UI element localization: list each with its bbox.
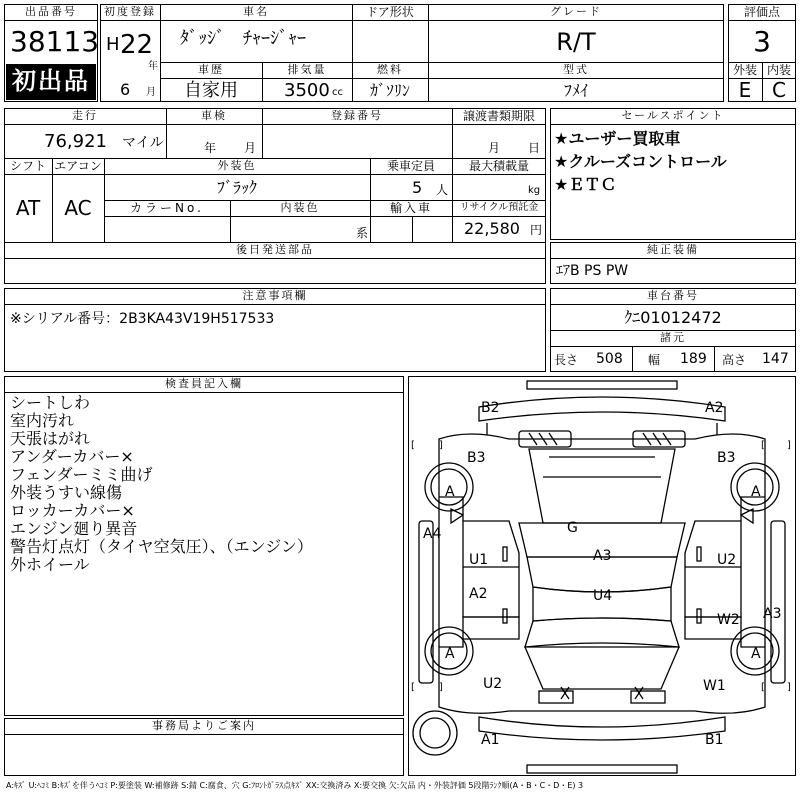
reg-month: 6 — [120, 80, 131, 99]
grade-value: R/T — [556, 28, 596, 56]
notes-label: 注意事項欄 — [242, 289, 308, 302]
fuel-value: ｶﾞｿﾘﾝ — [369, 81, 410, 100]
lot-number: 38113 — [10, 25, 100, 58]
sales-point-3: ★ＥＴＣ — [554, 175, 617, 194]
inspection-month-unit: 月 — [244, 141, 257, 155]
inspection-year-unit: 年 — [204, 141, 217, 155]
sales-point-1: ★ユーザー買取車 — [554, 129, 681, 148]
inspector-label: 検査員記入欄 — [165, 377, 243, 390]
inspector-line-7: ロッカーカバー× — [10, 501, 135, 520]
ext-color-value: ﾌﾞﾗｯｸ — [216, 178, 257, 197]
displacement-value: 3500 — [284, 80, 330, 101]
capacity-label: 乗車定員 — [386, 159, 435, 173]
transfer-day-unit: 日 — [528, 141, 541, 155]
car-name-label: 車名 — [243, 5, 269, 18]
transfer-label: 譲渡書類期限 — [462, 109, 535, 123]
month-unit: 月 — [146, 87, 156, 98]
transfer-month-unit: 月 — [488, 141, 501, 155]
displacement-label: 排気量 — [287, 63, 327, 76]
load-label: 最大積載量 — [468, 159, 529, 173]
office-label: 事務局よりご案内 — [152, 719, 256, 732]
interior-label: 内装 — [766, 63, 791, 77]
inspector-line-4: アンダーカバー× — [10, 447, 134, 466]
car-name: ﾀﾞｯｼﾞ ﾁｬｰｼﾞｬｰ — [180, 28, 306, 49]
bracket-left-rear-l: [ — [411, 682, 415, 693]
int-color-unit: 系 — [356, 226, 369, 240]
inspector-line-3: 天張はがれ — [10, 429, 91, 448]
bracket-left-front-l: [ — [411, 440, 415, 451]
bracket-right-rear-l: [ — [761, 682, 765, 693]
bracket-right-front-r: ] — [787, 440, 791, 451]
mark-w2: W2 — [717, 612, 740, 628]
first-reg-label: 初度登録 — [104, 5, 156, 18]
color-no-label: カラーNo. — [130, 201, 204, 215]
shift-value: AT — [15, 196, 41, 220]
inspection-label: 車検 — [201, 109, 227, 122]
shift-label: シフト — [9, 159, 46, 173]
inspector-line-1: シートしわ — [10, 393, 91, 412]
mark-b2: B2 — [481, 400, 500, 416]
mark-a-rear-left: A — [445, 646, 455, 662]
score-label: 評価点 — [743, 5, 780, 19]
mark-u1: U1 — [469, 552, 489, 568]
mileage-unit: マイル — [122, 135, 164, 151]
reg-number-label: 登録番号 — [331, 109, 383, 122]
dims-label: 諸元 — [660, 331, 686, 344]
ext-color-label: 外装色 — [217, 159, 257, 172]
bracket-right-rear-r: ] — [787, 682, 791, 693]
mark-g: G — [567, 520, 578, 536]
chassis-value: ｸﾆ01012472 — [624, 308, 722, 327]
width-value: 189 — [680, 351, 707, 367]
capacity-unit: 人 — [436, 183, 449, 197]
mark-a-front-right: A — [751, 484, 761, 500]
inspector-line-8: エンジン廻り異音 — [10, 519, 138, 538]
equipment-label: 純正装備 — [647, 243, 699, 256]
mileage-label: 走行 — [72, 109, 98, 122]
year-unit: 年 — [148, 61, 158, 72]
inspector-line-2: 室内汚れ — [10, 411, 75, 430]
height-value: 147 — [762, 351, 789, 367]
mark-a2-top: A2 — [705, 400, 724, 416]
mark-a-front-left: A — [445, 484, 455, 500]
model-value: ﾌﾒｲ — [563, 81, 588, 100]
bracket-right-front-l: [ — [761, 440, 765, 451]
interior-score: C — [772, 78, 786, 102]
notes-value: ※シリアル番号：2B3KA43V19H517533 — [10, 311, 275, 327]
fuel-label: 燃料 — [377, 63, 403, 76]
ac-label: エアコン — [54, 159, 102, 173]
equipment-value: ｴｱB PS PW — [556, 263, 629, 279]
legend: A:ｷｽﾞ U:ﾍｺﾐ B:ｷｽﾞを伴うﾍｺﾐ P:要塗装 W:補修跡 S:錆 C:腐食、穴 G:ﾌﾛﾝﾄｶﾞﾗｽ点ｷｽﾞ XX:交換済み X:要交換 欠:欠品 内・外装評価 5段階ﾗﾝｸ順(A・B・C・D・E) 3 — [6, 781, 584, 790]
mark-a-rear-right: A — [751, 646, 761, 662]
car-outline — [409, 377, 795, 775]
bracket-left-rear-r: ] — [439, 682, 443, 693]
height-label: 高さ — [722, 353, 747, 367]
ac-value: AC — [64, 196, 92, 220]
int-color-label: 内装色 — [280, 201, 320, 214]
mark-b3-right: B3 — [717, 450, 736, 466]
mark-u2-right: U2 — [717, 552, 737, 568]
load-unit: kg — [528, 185, 541, 196]
mark-b3-left: B3 — [467, 450, 486, 466]
mark-a2-left: A2 — [469, 586, 488, 602]
reg-year: 22 — [120, 30, 154, 60]
history-label: 車歴 — [198, 63, 224, 76]
mark-u2-left: U2 — [483, 676, 503, 692]
length-label: 長さ — [554, 353, 579, 367]
mileage-value: 76,921 — [44, 131, 107, 152]
score-value: 3 — [753, 25, 771, 58]
recycle-label: リサイクル預託金 — [459, 202, 539, 213]
displacement-unit: cc — [332, 87, 343, 98]
capacity-value: 5 — [412, 178, 423, 197]
damage-diagram — [408, 376, 796, 776]
exterior-label: 外装 — [732, 63, 757, 77]
door-label: ドア形状 — [366, 5, 414, 19]
bracket-left-front-r: ] — [439, 440, 443, 451]
mark-w1: W1 — [703, 678, 726, 694]
inspector-line-10: 外ホイール — [10, 555, 90, 574]
import-label: 輸入車 — [389, 201, 432, 215]
mark-a4: A4 — [423, 526, 442, 542]
chassis-label: 車台番号 — [647, 289, 699, 302]
exterior-score: E — [738, 78, 752, 102]
sales-point-2: ★クルーズコントロール — [554, 152, 727, 171]
recycle-unit: 円 — [530, 223, 543, 237]
lot-label: 出品番号 — [25, 5, 77, 18]
era: H — [106, 34, 120, 55]
history-value: 自家用 — [184, 80, 238, 101]
later-parts-label: 後日発送部品 — [236, 243, 314, 256]
mark-a3-right: A3 — [763, 606, 782, 622]
grade-label: グレード — [550, 5, 602, 18]
model-label: 型式 — [563, 63, 589, 76]
sales-points-label: セールスポイント — [621, 109, 725, 122]
mark-a1: A1 — [481, 732, 500, 748]
recycle-value: 22,580 — [464, 219, 520, 238]
mark-u4: U4 — [593, 588, 613, 604]
mark-a3-center: A3 — [593, 548, 612, 564]
width-label: 幅 — [648, 353, 661, 367]
inspector-line-5: フェンダーミミ曲げ — [10, 465, 153, 484]
inspector-line-9: 警告灯点灯（タイヤ空気圧）、（エンジン） — [10, 537, 313, 556]
first-listing-label: 初出品 — [12, 67, 90, 95]
length-value: 508 — [596, 351, 623, 367]
mark-b1: B1 — [705, 732, 724, 748]
inspector-line-6: 外装うすい線傷 — [10, 483, 123, 502]
